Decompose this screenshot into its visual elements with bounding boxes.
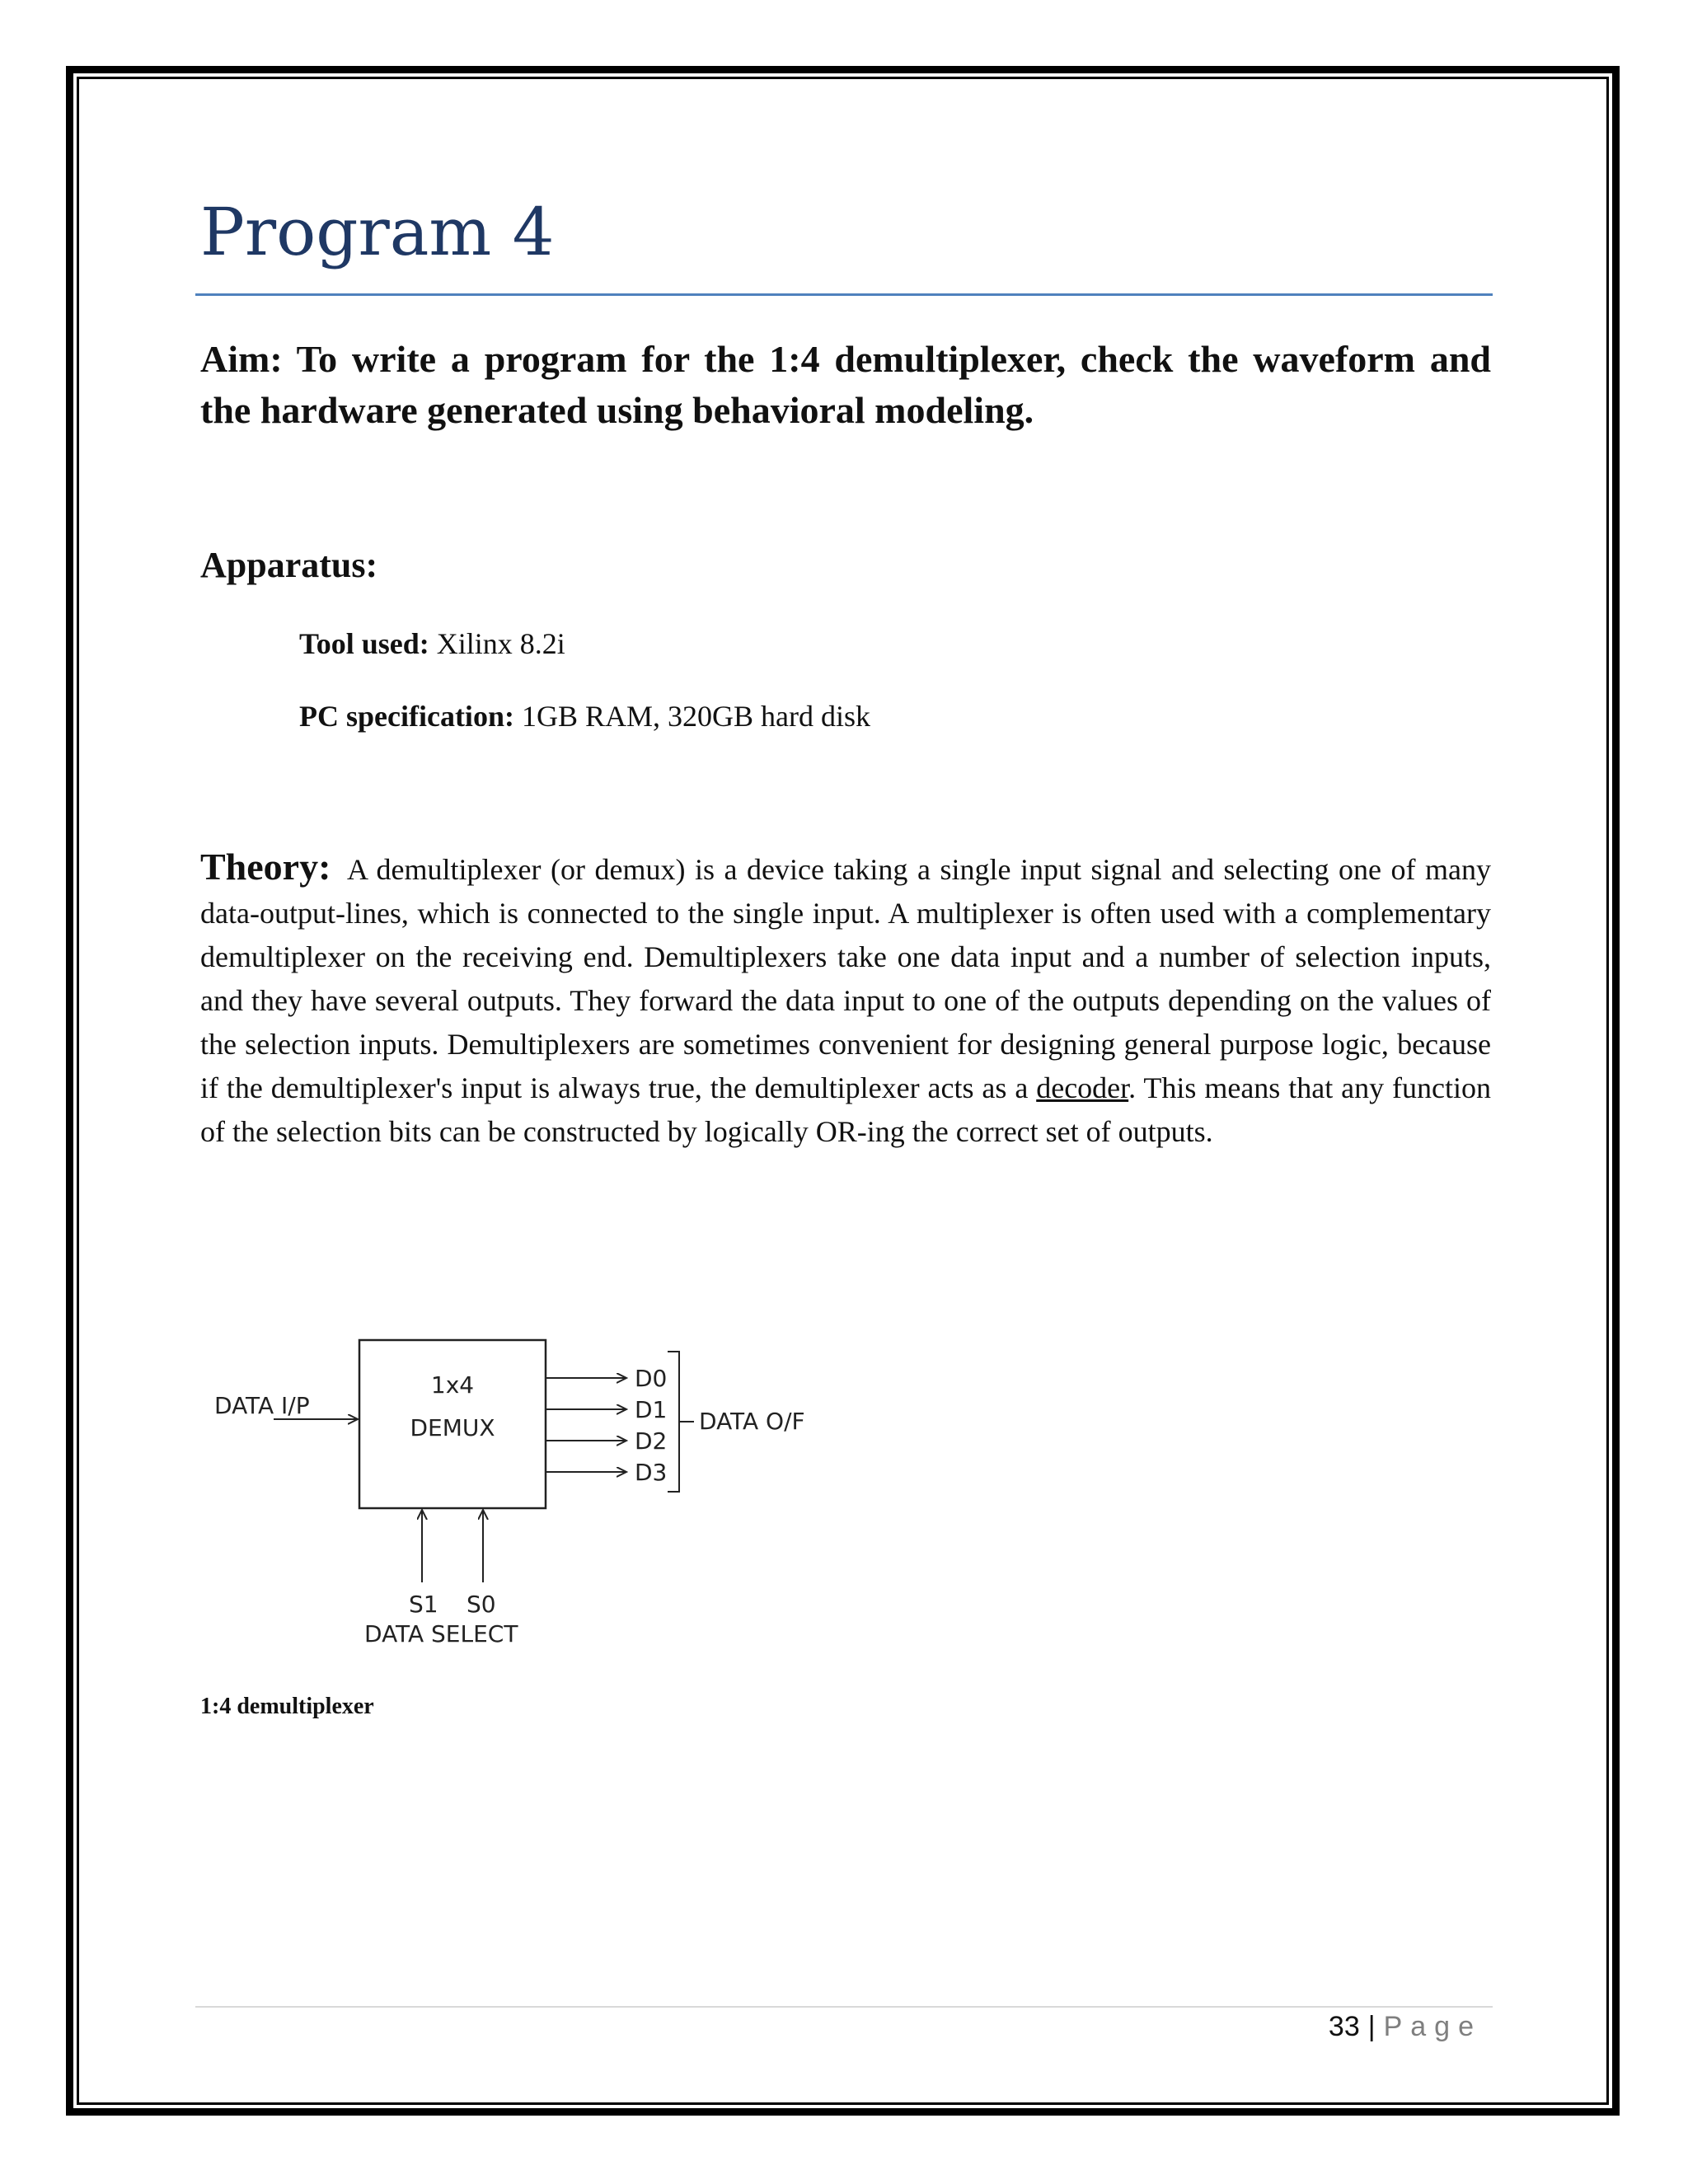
pc-spec-value: 1GB RAM, 320GB hard disk <box>513 700 870 733</box>
footer-separator: | <box>1367 2011 1376 2042</box>
output-label-d3: D3 <box>635 1459 668 1486</box>
input-label: DATA I/P <box>214 1392 310 1419</box>
aim-line-2: the hardware generated using behavioral modeling. <box>200 389 1034 431</box>
page-word: Page <box>1383 2011 1482 2042</box>
aim-line-1: Aim: To write a program for the 1:4 demultiplexer, check the waveform and <box>200 338 1491 380</box>
select-label-s0: S0 <box>467 1591 496 1618</box>
theory-text: A demultiplexer (or demux) is a device taking a single input signal and selecting one of many data-output-lines, which is connected to the single input. A multiplexer is often used with a complementary demultiplexer on the receiving end. Demultiplexers take one data input and a number of selection inputs, and they have several outputs. They forward the data input to one of the outputs depending on the values of the selection inputs. Demultiplexers are sometimes convenient for designing general purpose logic, because if the demultiplexer's input is always true, the demultiplexer acts as a <box>200 853 1491 1104</box>
output-label-d0: D0 <box>635 1365 668 1392</box>
output-label-d2: D2 <box>635 1427 668 1455</box>
footer-rule <box>195 2006 1493 2008</box>
page-title: Program 4 <box>200 194 555 270</box>
decoder-link[interactable]: decoder <box>1036 1071 1129 1104</box>
title-underline <box>195 293 1493 296</box>
select-group-label: DATA SELECT <box>364 1620 518 1647</box>
theory-text-end: . This means that any function of the selection bits can be constructed by logically OR-ing the correct set of outputs. <box>200 1071 1491 1148</box>
output-label-d1: D1 <box>635 1396 668 1423</box>
pc-spec-label: PC specification: <box>299 700 514 733</box>
select-label-s1: S1 <box>409 1591 438 1618</box>
theory-paragraph <box>200 845 1491 1154</box>
block-label-demux: DEMUX <box>410 1414 495 1441</box>
figure-caption: 1:4 demultiplexer <box>200 1694 374 1719</box>
tool-used-line <box>299 626 565 661</box>
apparatus-heading: Apparatus: <box>200 545 378 585</box>
pc-spec-line <box>299 699 870 733</box>
block-label-1x4: 1x4 <box>430 1371 475 1399</box>
demux-diagram-svg <box>206 1327 832 1657</box>
tool-used-label: Tool used: <box>299 627 429 660</box>
demux-diagram <box>206 1327 832 1657</box>
page-number: 33 <box>1328 2011 1360 2042</box>
output-bracket <box>668 1352 679 1492</box>
page-footer <box>1329 2011 1482 2043</box>
theory-label: Theory: <box>200 846 331 888</box>
output-group-label: DATA O/F <box>699 1408 805 1435</box>
tool-used-value: Xilinx 8.2i <box>429 627 565 660</box>
aim-paragraph <box>200 334 1491 436</box>
